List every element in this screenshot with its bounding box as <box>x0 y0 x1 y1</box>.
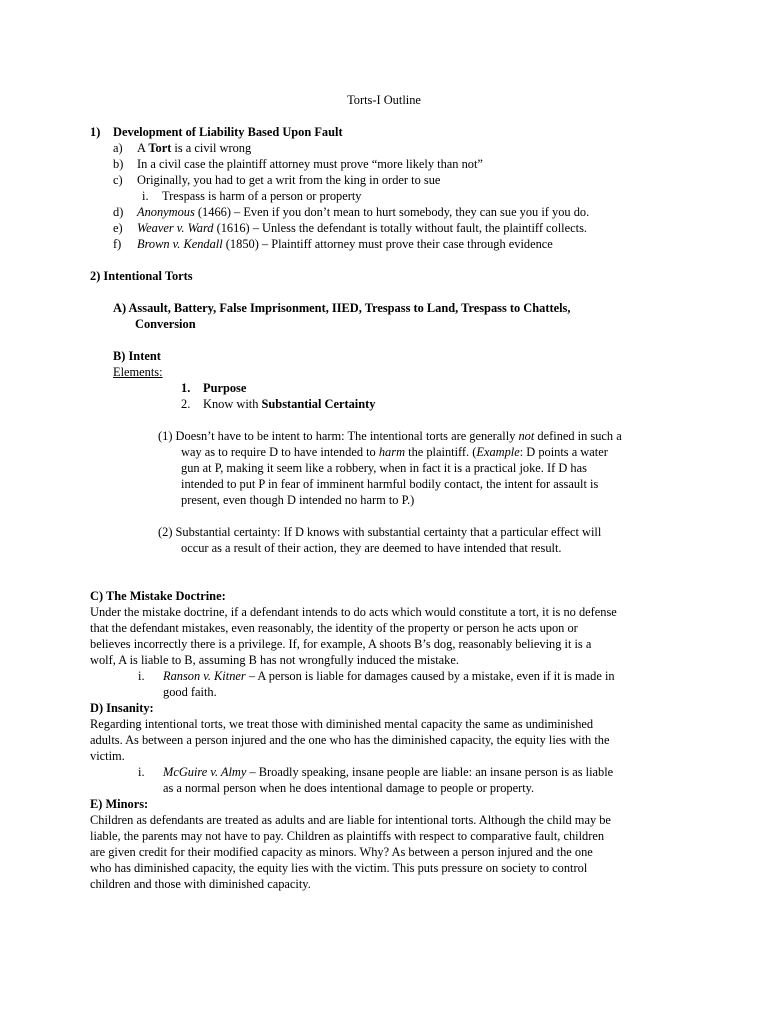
list-item-writ: Originally, you had to get a writ from the king in order to sue <box>137 173 441 187</box>
intentional-torts-list-line-1: A) Assault, Battery, False Imprisonment, IIED, Trespass to Land, Trespass to Chattels, <box>113 301 571 315</box>
mistake-doctrine-line-2: that the defendant mistakes, even reasonably, the identity of the property or person he acts upon or <box>90 621 578 635</box>
section-1-heading: Development of Liability Based Upon Fault <box>113 125 343 139</box>
document-title: Torts-I Outline <box>347 93 421 107</box>
list-marker: 2. <box>181 397 191 411</box>
list-item-weaver-v-ward: Weaver v. Ward (1616) – Unless the defendant is totally without fault, the plaintiff collects. <box>137 221 587 235</box>
element-substantial-certainty: Know with Substantial Certainty <box>203 397 376 411</box>
mistake-doctrine-line-4: wolf, A is liable to B, assuming B has not wrongfully induced the mistake. <box>90 653 459 667</box>
minors-line-1: Children as defendants are treated as adults and are liable for intentional torts. Although the child may be <box>90 813 611 827</box>
mistake-doctrine-heading: C) The Mistake Doctrine: <box>90 589 226 603</box>
list-item-civil-case: In a civil case the plaintiff attorney must prove “more likely than not” <box>137 157 483 171</box>
intent-paragraph-1-line-2: way as to require D to have intended to harm the plaintiff. (Example: D points a water <box>181 445 608 459</box>
intent-paragraph-1-line-5: present, even though D intended no harm to P.) <box>181 493 415 507</box>
list-item-anonymous: Anonymous (1466) – Even if you don’t mean to hurt somebody, they can sue you if you do. <box>137 205 590 219</box>
list-marker: a) <box>113 141 123 155</box>
list-marker: 1. <box>181 381 191 395</box>
list-marker: c) <box>113 173 123 187</box>
minors-line-4: who has diminished capacity, the equity lies with the victim. This puts pressure on society to control <box>90 861 588 875</box>
minors-line-3: are given credit for their modified capacity as minors. Why? As between a person injured and the one <box>90 845 593 859</box>
section-1-number: 1) <box>90 125 101 139</box>
mcguire-v-almy-line-1: McGuire v. Almy – Broadly speaking, insane people are liable: an insane person is as liable <box>163 765 614 779</box>
intent-paragraph-2-line-1: (2) Substantial certainty: If D knows with substantial certainty that a particular effect will <box>158 525 602 539</box>
list-marker: b) <box>113 157 124 171</box>
minors-line-2: liable, the parents may not have to pay. Children as plaintiffs with respect to comparative fault, children <box>90 829 605 843</box>
list-marker: i. <box>142 189 149 203</box>
mcguire-v-almy-line-2: as a normal person when he does intentional damage to people or property. <box>163 781 535 795</box>
intent-paragraph-2-line-2: occur as a result of their action, they are deemed to have intended that result. <box>181 541 562 555</box>
intent-paragraph-1-line-1: (1) Doesn’t have to be intent to harm: The intentional torts are generally not defined in such a <box>158 429 622 443</box>
list-marker: d) <box>113 205 124 219</box>
insanity-line-2: adults. As between a person injured and the one who has the diminished capacity, the equity lies with the <box>90 733 610 747</box>
list-marker: f) <box>113 237 122 251</box>
list-item-brown-v-kendall: Brown v. Kendall (1850) – Plaintiff attorney must prove their case through evidence <box>137 237 553 251</box>
intent-heading: B) Intent <box>113 349 161 363</box>
elements-label: Elements: <box>113 365 163 379</box>
intent-paragraph-1-line-4: intended to put P in fear of imminent harmful bodily contact, the intent for assault is <box>181 477 599 491</box>
list-marker: e) <box>113 221 123 235</box>
insanity-line-1: Regarding intentional torts, we treat those with diminished mental capacity the same as undiminished <box>90 717 594 731</box>
insanity-heading: D) Insanity: <box>90 701 154 715</box>
intent-paragraph-1-line-3: gun at P, making it seem like a robbery, when in fact it is a practical joke. If D has <box>181 461 587 475</box>
list-marker: i. <box>138 765 145 779</box>
minors-heading: E) Minors: <box>90 797 149 811</box>
list-marker: i. <box>138 669 145 683</box>
mistake-doctrine-line-1: Under the mistake doctrine, if a defendant intends to do acts which would constitute a tort, it is no defense <box>90 605 617 619</box>
intentional-torts-list-line-2: Conversion <box>135 317 196 331</box>
section-2-heading: 2) Intentional Torts <box>90 269 193 283</box>
ranson-v-kitner-line-1: Ranson v. Kitner – A person is liable for damages caused by a mistake, even if it is made in <box>163 669 615 683</box>
mistake-doctrine-line-3: believes incorrectly there is a privilege. If, for example, A shoots B’s dog, reasonably believing it is a <box>90 637 592 651</box>
ranson-v-kitner-line-2: good faith. <box>163 685 217 699</box>
element-purpose: Purpose <box>203 381 247 395</box>
insanity-line-3: victim. <box>90 749 125 763</box>
list-item-tort: A Tort is a civil wrong <box>137 141 252 155</box>
minors-line-5: children and those with diminished capacity. <box>90 877 311 891</box>
list-item-trespass: Trespass is harm of a person or property <box>162 189 362 203</box>
